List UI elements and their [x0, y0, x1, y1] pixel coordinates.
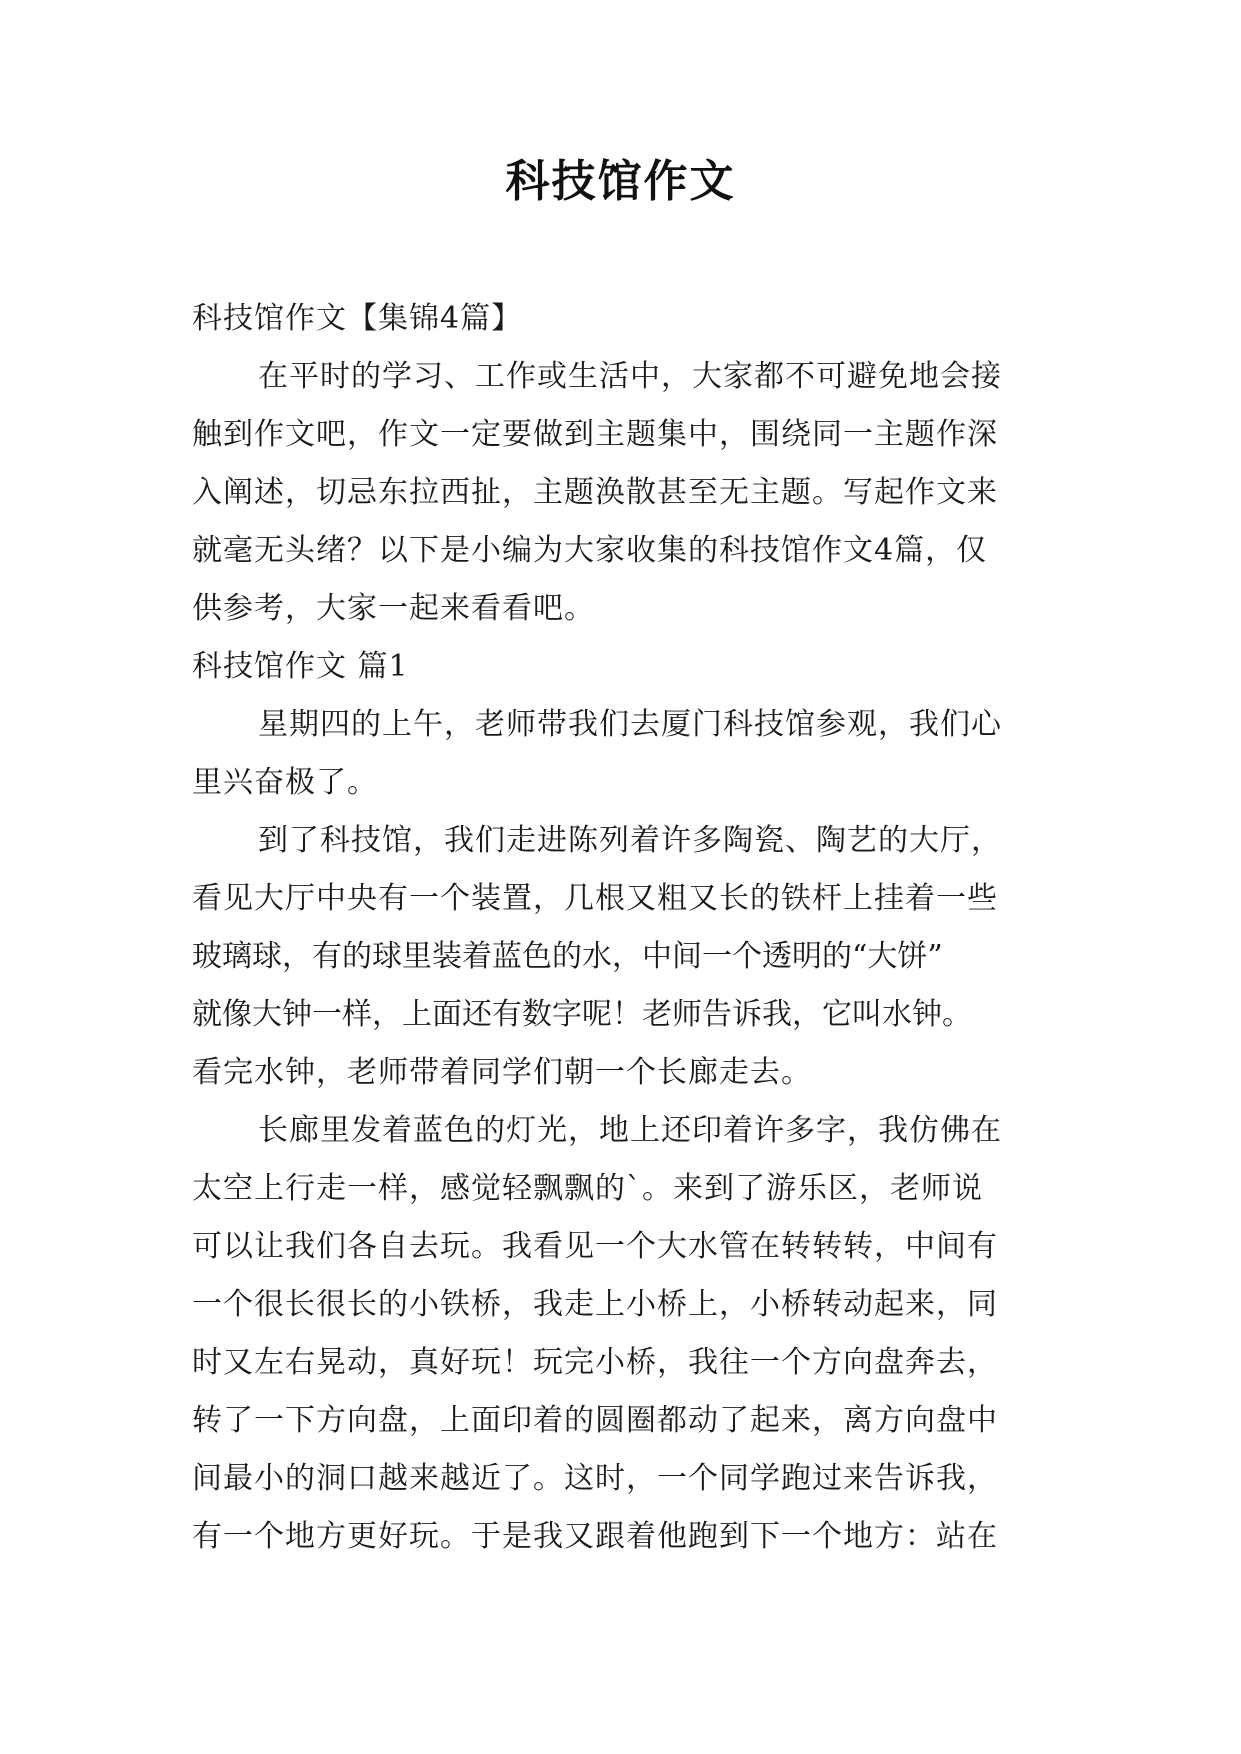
- collection-heading: 科技馆作文【集锦4篇】: [192, 301, 523, 336]
- paragraph-line: 星期四的上午，老师带我们去厦门科技馆参观，我们心: [258, 707, 1002, 742]
- paragraph-line: 一个很长很长的小铁桥，我走上小桥上，小桥转动起来，同: [192, 1287, 998, 1322]
- paragraph-line: 转了一下方向盘，上面印着的圆圈都动了起来，离方向盘中: [192, 1403, 998, 1438]
- document-title: 科技馆作文: [505, 156, 736, 207]
- essay-heading: 科技馆作文 篇1: [192, 649, 409, 684]
- document-body: [192, 290, 1058, 1566]
- paragraph-line: 里兴奋极了。: [192, 765, 378, 800]
- paragraph-line: 到了科技馆，我们走进陈列着许多陶瓷、陶艺的大厅，: [258, 823, 1002, 858]
- paragraph-line: 太空上行走一样，感觉轻飘飘的`。来到了游乐区，老师说: [192, 1171, 983, 1206]
- paragraph-line: 可以让我们各自去玩。我看见一个大水管在转转转，中间有: [192, 1229, 998, 1264]
- paragraph-line: 长廊里发着蓝色的灯光，地上还印着许多字，我仿佛在: [258, 1113, 1002, 1148]
- intro-paragraph-line: 就毫无头绪？以下是小编为大家收集的科技馆作文4篇，仅: [192, 533, 988, 568]
- paragraph-line: 时又左右晃动，真好玩！玩完小桥，我往一个方向盘奔去，: [192, 1345, 998, 1380]
- intro-paragraph-line: 入阐述，切忌东拉西扯，主题涣散甚至无主题。写起作文来: [192, 475, 998, 510]
- paragraph-line: 看见大厅中央有一个装置，几根又粗又长的铁杆上挂着一些: [192, 881, 998, 916]
- intro-paragraph-line: 供参考，大家一起来看看吧。: [192, 591, 595, 626]
- paragraph-line: 看完水钟，老师带着同学们朝一个长廊走去。: [192, 1055, 812, 1090]
- paragraph-line: 玻璃球，有的球里装着蓝色的水，中间一个透明的“大饼”: [192, 939, 943, 974]
- paragraph-line: 就像大钟一样，上面还有数字呢！老师告诉我，它叫水钟。: [192, 997, 972, 1032]
- paragraph-line: 间最小的洞口越来越近了。这时，一个同学跑过来告诉我，: [192, 1461, 998, 1496]
- paragraph-line: 有一个地方更好玩。于是我又跟着他跑到下一个地方：站在: [192, 1519, 998, 1554]
- intro-paragraph-line: 触到作文吧，作文一定要做到主题集中，围绕同一主题作深: [192, 417, 998, 452]
- intro-paragraph-line: 在平时的学习、工作或生活中，大家都不可避免地会接: [258, 359, 1002, 394]
